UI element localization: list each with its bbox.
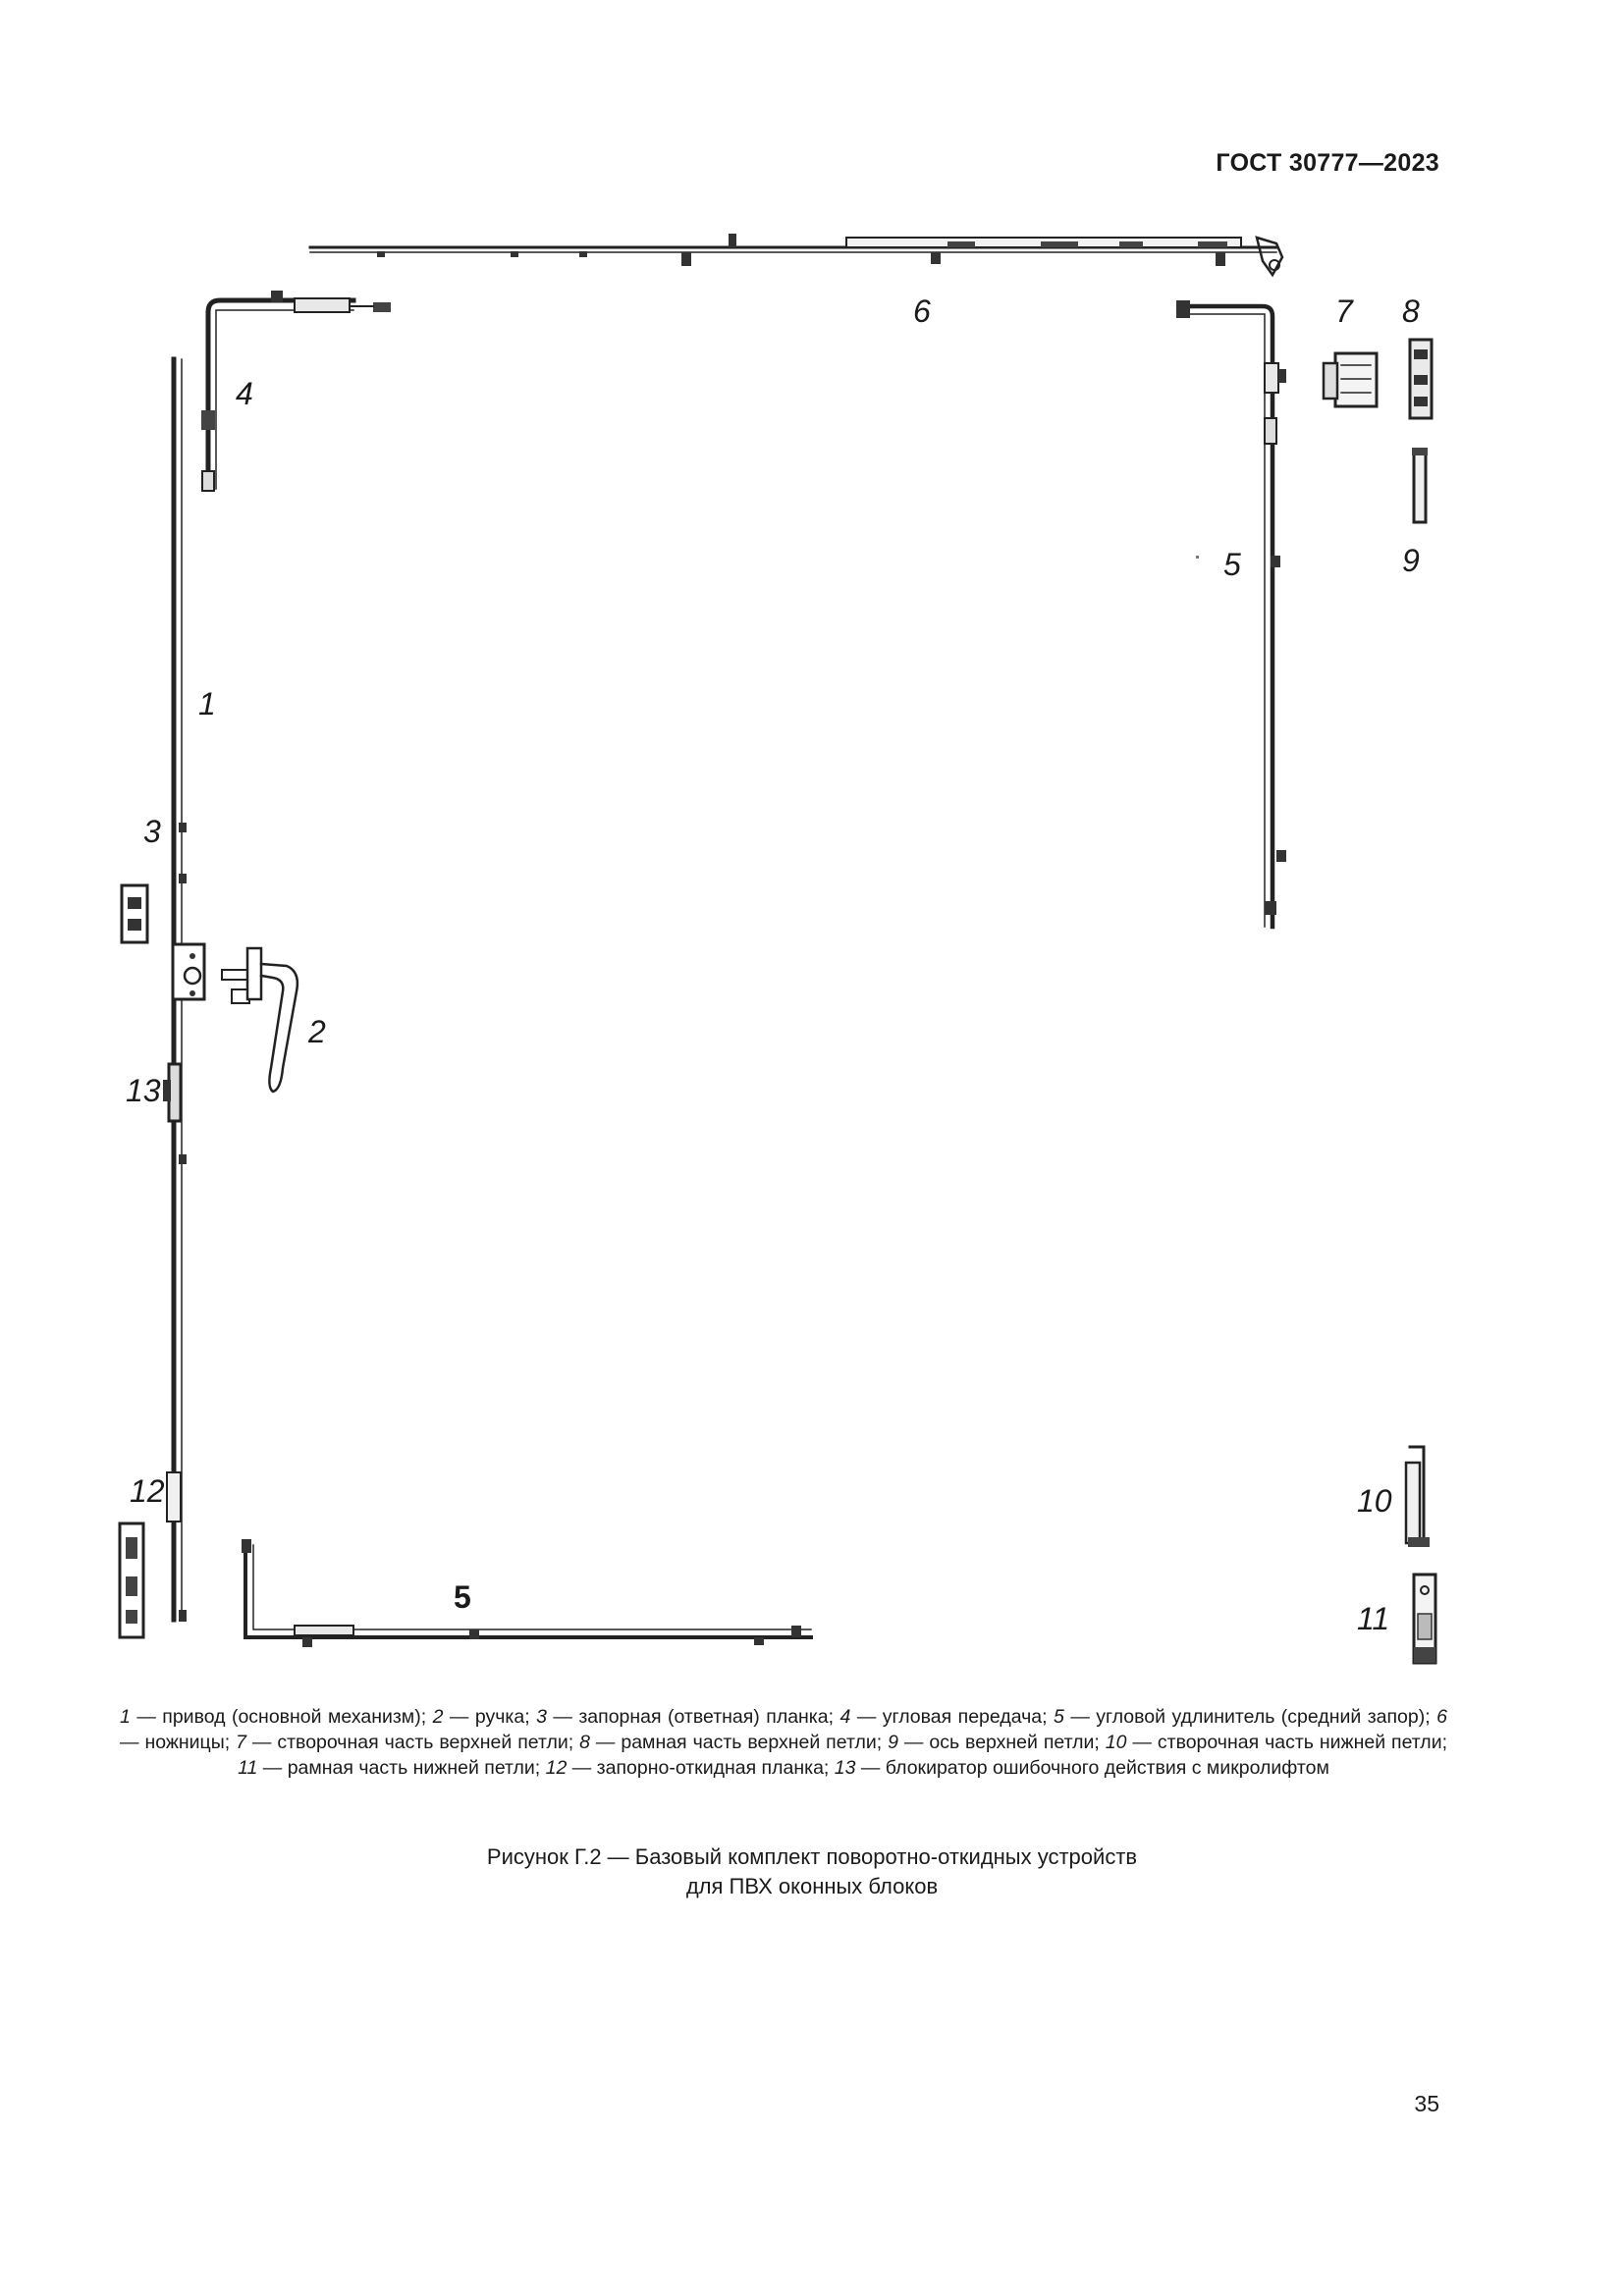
legend-text: — рамная часть нижней петли; [257, 1757, 546, 1779]
legend-text: — створочная часть верхней петли; [245, 1732, 580, 1753]
corner-extension-bottom-part [242, 1539, 811, 1647]
legend-num: 5 [1054, 1706, 1064, 1728]
locking-tilt-plate-part [120, 1523, 143, 1637]
handle-part [173, 944, 298, 1092]
page-number: 35 [1414, 2091, 1439, 2116]
label-3: 3 [143, 814, 161, 849]
legend-num: 7 [236, 1732, 246, 1753]
lower-hinge-sash-part [1406, 1447, 1430, 1547]
legend-num: 12 [545, 1757, 568, 1779]
legend-text: — створочная часть нижней петли; [1126, 1732, 1447, 1753]
label-4: 4 [236, 376, 253, 411]
label-11: 11 [1357, 1601, 1390, 1636]
label-13: 13 [126, 1073, 161, 1108]
legend-text: — ножницы; [120, 1732, 237, 1753]
label-5-right: 5 [1223, 547, 1241, 582]
legend-text: — угловая передача; [850, 1706, 1054, 1728]
legend-num: 1 [120, 1706, 131, 1728]
misoperation-blocker-part [163, 1064, 181, 1121]
upper-hinge-axle-part [1412, 448, 1428, 522]
legend-text: — запорно-откидная планка; [567, 1757, 835, 1779]
label-7: 7 [1335, 294, 1353, 329]
legend-num: 2 [432, 1706, 444, 1728]
legend-text: — рамная часть верхней петли; [589, 1732, 889, 1753]
figure-legend [120, 1704, 1447, 1781]
legend-num: 4 [839, 1706, 851, 1728]
legend-num: 6 [1436, 1706, 1447, 1728]
legend-num: 11 [238, 1757, 258, 1779]
legend-text: — блокиратор ошибочного действия с микролифтом [855, 1757, 1329, 1779]
legend-text: — угловой удлинитель (средний запор); [1063, 1706, 1437, 1728]
upper-hinge-sash-part [1324, 353, 1377, 406]
caption-line-2: для ПВХ оконных блоков [685, 1874, 939, 1898]
legend-text: — запорная (ответная) планка; [546, 1706, 840, 1728]
label-8: 8 [1402, 294, 1420, 329]
legend-text: — привод (основной механизм); [130, 1706, 433, 1728]
label-5-bottom: 5 [454, 1579, 471, 1615]
upper-hinge-frame-part [1410, 340, 1432, 418]
lower-hinge-frame-part [1414, 1575, 1435, 1663]
legend-num: 10 [1105, 1732, 1127, 1753]
legend-text: — ось верхней петли; [897, 1732, 1106, 1753]
striker-plate-part [122, 885, 147, 942]
legend-num: 3 [536, 1706, 547, 1728]
figure-caption [0, 1842, 1624, 1901]
label-12: 12 [130, 1473, 165, 1509]
label-6: 6 [913, 294, 931, 329]
label-1: 1 [198, 686, 216, 721]
legend-num: 9 [888, 1732, 898, 1753]
legend-num: 8 [579, 1732, 590, 1753]
legend-text: — ручка; [443, 1706, 537, 1728]
scissors-part [310, 234, 1282, 275]
label-10: 10 [1357, 1483, 1392, 1519]
label-9: 9 [1402, 543, 1420, 578]
corner-extension-right-part [1176, 300, 1286, 927]
caption-line-1: Рисунок Г.2 — Базовый комплект поворотно-откидных устройств [486, 1844, 1138, 1869]
legend-num: 13 [834, 1757, 856, 1779]
document-header: ГОСТ 30777—2023 [1216, 149, 1439, 177]
label-2: 2 [308, 1014, 326, 1049]
corner-transmission-part [201, 291, 391, 491]
